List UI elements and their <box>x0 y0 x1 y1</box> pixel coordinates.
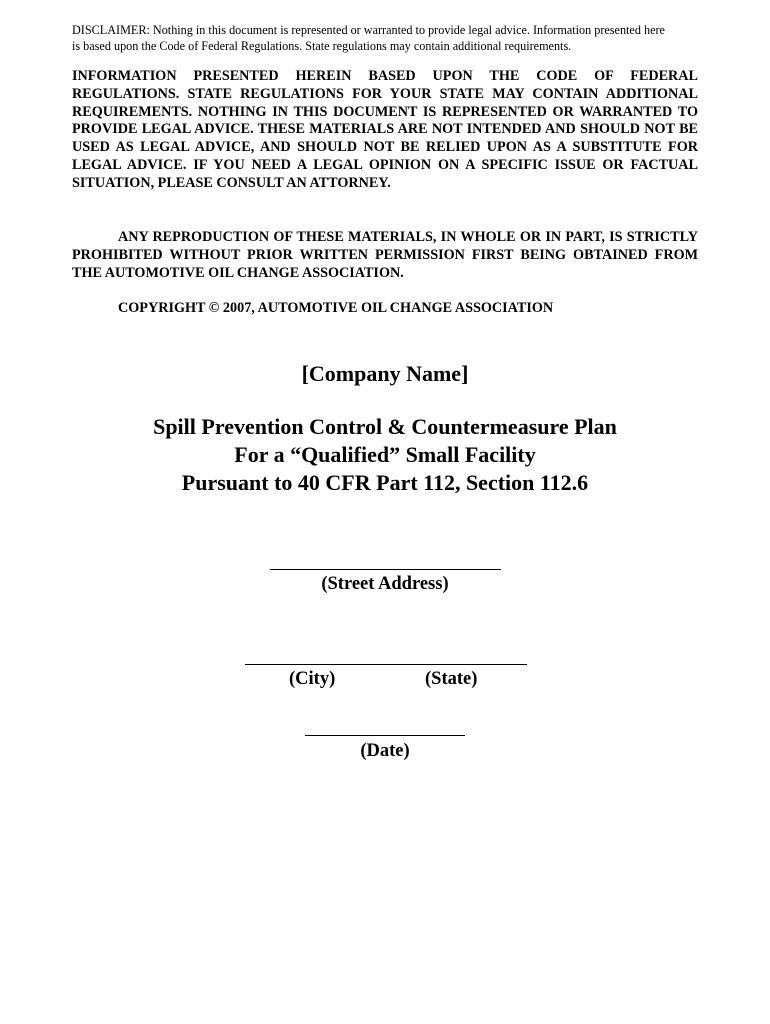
title-line-1: Spill Prevention Control & Countermeasure Plan <box>153 414 617 439</box>
city-label: (City) <box>289 669 336 689</box>
street-address-blank-line <box>270 569 501 570</box>
date-label: (Date) <box>360 741 410 761</box>
document-title <box>0 413 770 497</box>
disclaimer-line-1: DISCLAIMER: Nothing in this document is represented or warranted to provide legal advice. Information presented here <box>72 23 665 37</box>
street-address-label: (Street Address) <box>321 574 449 594</box>
date-blank-line <box>305 735 465 736</box>
legal-notice-paragraph: INFORMATION PRESENTED HEREIN BASED UPON THE CODE OF FEDERAL REGULATIONS. STATE REGULATIONS FOR YOUR STATE MAY CONTAIN ADDITIONAL REQUIREMENTS. NOTHING IN THIS DOCUMENT IS REPRESENTED OR WARRANTED TO PROVIDE LEGAL ADVICE. THESE MATERIALS ARE NOT INTENDED AND SHOULD NOT BE USED AS LEGAL ADVICE, AND SHOULD NOT BE RELIED UPON AS A SUBSTITUTE FOR LEGAL ADVICE. IF YOU NEED A LEGAL OPINION ON A SPECIFIC ISSUE OR FACTUAL SITUATION, PLEASE CONSULT AN ATTORNEY. <box>72 68 698 191</box>
title-line-3: Pursuant to 40 CFR Part 112, Section 112.6 <box>181 470 589 495</box>
disclaimer-text <box>72 22 702 54</box>
copyright-line: COPYRIGHT © 2007, AUTOMOTIVE OIL CHANGE ASSOCIATION <box>118 300 554 316</box>
city-state-blank-line <box>245 664 527 665</box>
title-line-2: For a “Qualified” Small Facility <box>234 442 536 467</box>
disclaimer-line-2: is based upon the Code of Federal Regulations. State regulations may contain additional requirements. <box>72 39 572 53</box>
company-name: [Company Name] <box>301 361 469 386</box>
state-label: (State) <box>425 669 478 689</box>
reproduction-notice-paragraph: ANY REPRODUCTION OF THESE MATERIALS, IN WHOLE OR IN PART, IS STRICTLY PROHIBITED WITHOUT PRIOR WRITTEN PERMISSION FIRST BEING OBTAINED FROM THE AUTOMOTIVE OIL CHANGE ASSOCIATION. <box>72 229 698 281</box>
